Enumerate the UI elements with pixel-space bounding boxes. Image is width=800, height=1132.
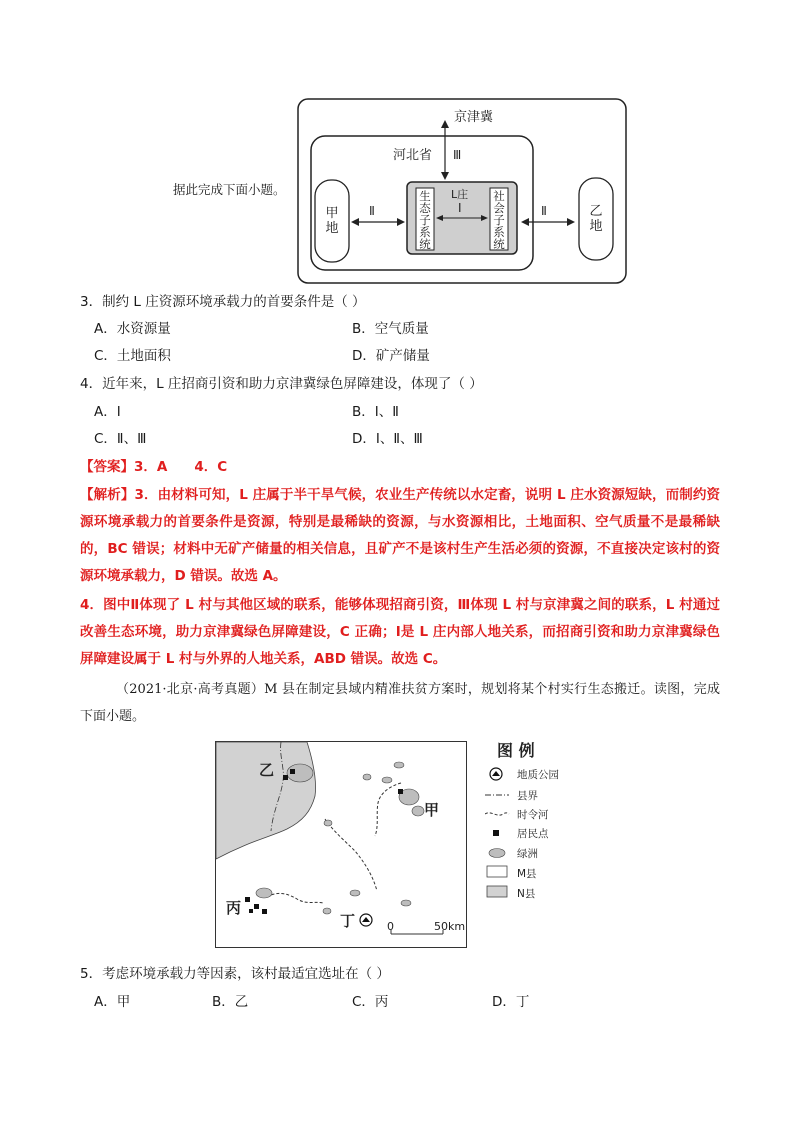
intro2-text: （2021·北京·高考真题）M 县在制定县域内精准扶贫方案时，规划将某个村实行生态搬迁。读图，完成下面小题。: [80, 682, 720, 724]
q4-option-d: D．Ⅰ、Ⅱ、Ⅲ: [352, 431, 423, 447]
q3-option-a: A．水资源量: [94, 321, 171, 337]
map-label-yi: 乙: [259, 761, 275, 779]
legend-item-border: 县界: [517, 790, 538, 802]
q3-option-c: C．土地面积: [94, 348, 171, 364]
legend-item-geopark: 地质公园: [517, 769, 559, 781]
legend-river-icon: [485, 813, 509, 815]
q4-option-b: B．Ⅰ、Ⅱ: [352, 404, 399, 420]
roman-3-label: Ⅲ: [453, 148, 462, 162]
map-label-jia: 甲: [424, 801, 440, 819]
map-label-bing: 丙: [226, 899, 242, 917]
legend-item-m-county: M县: [517, 868, 537, 880]
yi-di-label: 乙地: [589, 204, 603, 234]
oasis-bing: [256, 888, 272, 898]
map-legend: [485, 738, 595, 898]
social-system-label: 社会子系统: [493, 189, 505, 251]
intro-text: 据此完成下面小题。: [173, 182, 286, 197]
eco-system-label: 生态子系统: [419, 189, 431, 251]
q5-option-c: C．丙: [352, 994, 389, 1010]
system-diagram: [297, 98, 627, 284]
hebei-label: 河北省: [393, 148, 433, 163]
scale-50km: 50km: [434, 920, 466, 933]
roman-2-left-label: Ⅱ: [369, 204, 375, 218]
q4-option-c: C．Ⅱ、Ⅲ: [94, 431, 147, 447]
jia-di-label: 甲地: [325, 206, 339, 236]
q5-option-d: D．丁: [492, 994, 530, 1010]
legend-title: 图 例: [497, 741, 535, 760]
q4-stem: 4．近年来，L 庄招商引资和助力京津冀绿色屏障建设，体现了（ ）: [80, 376, 483, 392]
answer-line: 【答案】3．A 4．C: [80, 459, 228, 475]
legend-settlement-icon: [493, 830, 499, 836]
jingjinji-label: 京津冀: [454, 110, 494, 125]
legend-item-n-county: N县: [517, 888, 536, 900]
legend-item-settlement: 居民点: [517, 828, 549, 840]
legend-m-county-icon: [487, 866, 507, 877]
q5-option-b: B．乙: [212, 994, 249, 1010]
q3-option-d: D．矿产储量: [352, 348, 430, 364]
legend-item-oasis: 绿洲: [517, 848, 538, 860]
map-label-ding: 丁: [340, 912, 356, 930]
q5-option-a: A．甲: [94, 994, 131, 1010]
analysis-label: 【解析】: [80, 487, 135, 503]
analysis-paragraph-1: [80, 482, 720, 590]
legend-oasis-icon: [489, 849, 505, 858]
legend-item-river: 时令河: [517, 809, 549, 821]
l-zhuang-label: L庄: [451, 188, 469, 201]
legend-symbols: [485, 762, 515, 902]
q3-stem: 3．制约 L 庄资源环境承载力的首要条件是（ ）: [80, 294, 366, 310]
q3-option-b: B．空气质量: [352, 321, 429, 337]
map-figure: [215, 741, 467, 948]
roman-2-right-label: Ⅱ: [541, 204, 547, 218]
q4-option-a: A．Ⅰ: [94, 404, 121, 420]
legend-n-county-icon: [487, 886, 507, 897]
scale-zero: 0: [387, 920, 394, 933]
analysis-paragraph-2: 4．图中Ⅱ体现了 L 村与其他区域的联系，能够体现招商引资，Ⅲ体现 L 村与京津冀之间的联系，L 村通过改善生态环境，助力京津冀绿色屏障建设，C 正确；Ⅰ是 L 庄内部人地关系，而招商引资和助力京津冀绿色屏障建设属于 L 村与外界的人地关系，ABD 错误。故选 C。: [80, 597, 720, 667]
roman-1-label: Ⅰ: [458, 201, 462, 215]
analysis-text-1: 3．由材料可知，L 庄属于半干旱气候，农业生产传统以水定畜，说明 L 庄水资源短缺，而制约资源环境承载力的首要条件是资源，特别是最稀缺的资源，与水资源相比，土地面积、空气质量不是最稀缺的，BC 错误；材料中无矿产储量的相关信息，且矿产不是该村生产生活必须的资源，不直接决定该村的资源环境承载力，D 错误。故选 A。: [80, 487, 720, 584]
q5-stem: 5．考虑环境承载力等因素，该村最适宜选址在（ ）: [80, 966, 390, 982]
